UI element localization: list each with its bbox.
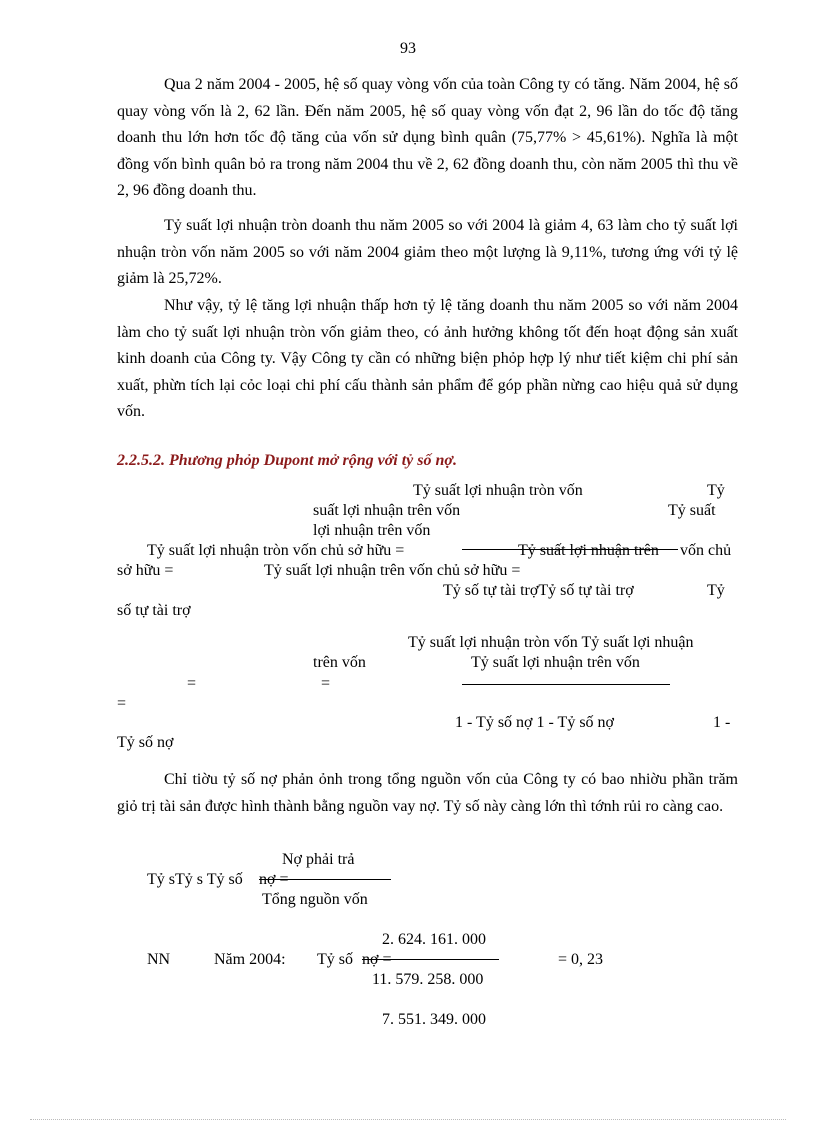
formula-roe-line2a: suất lợi nhuận trên vốn — [313, 502, 461, 519]
formula-denominator: Tổng nguồn vốn — [262, 891, 368, 908]
formula-debt-line2b: Tỷ suất lợi nhuận trên vốn — [471, 654, 640, 671]
equals-sign: = — [187, 675, 197, 692]
fraction-bar — [362, 959, 499, 960]
formula-roe-line4b: Tỷ suất lợi nhuận trên — [518, 542, 659, 559]
paragraph-debt-ratio: Chỉ tiờu tỷ số nợ phản ỏnh trong tổng nguồn vốn của Công ty có bao nhiờu phần trăm giỏ trị tài sản được hình thành bằng nguồn vay nợ. Tỷ số này càng lớn thì tớnh rủi ro càng cao. — [117, 771, 738, 815]
formula-lhs: Tỷ số — [317, 951, 353, 968]
paragraph-capital-turnover: Qua 2 năm 2004 - 2005, hệ số quay vòng vốn của toàn Công ty có tăng. Năm 2004, hệ số quay vòng vốn là 2, 62 lần. Đến năm 2005, hệ số quay vòng vốn đạt 2, 96 lần do tốc độ tăng doanh thu lớn hơn tốc độ tăng của vốn sử dụng bình quân (75,77% > 45,61%). Nghĩa là một đồng vốn bình quân bỏ ra trong năm 2004 thu về 2, 62 đồng doanh thu, còn năm 2005 thì thu về 2, 96 đồng doanh thu. — [117, 76, 738, 199]
formula-debt-line2a: trên vốn — [313, 654, 366, 671]
formula-debt-line1: Tỷ suất lợi nhuận tròn vốn Tỷ suất lợi nhuận — [408, 634, 694, 651]
paragraph-profit-margin: Tỷ suất lợi nhuận tròn doanh thu năm 2005 so với 2004 là giảm 4, 63 làm cho tỷ suất lợi nhuận tròn vốn năm 2005 so với năm 2004 giảm theo một lượng là 9,11%, tương ứng với tỷ lệ giảm là 25,72%. — [117, 217, 738, 287]
formula-numerator: Nợ phải trả — [282, 851, 355, 868]
formula-denominator: 11. 579. 258. 000 — [372, 971, 484, 988]
equals-sign: = — [321, 675, 331, 692]
formula-roe-line4a: Tỷ suất lợi nhuận tròn vốn chủ sở hữu = — [147, 542, 405, 559]
page-number: 93 — [400, 40, 416, 57]
formula-roe-line6b: Tỷ — [707, 582, 725, 599]
formula-extra-value: 7. 551. 349. 000 — [382, 1011, 486, 1028]
formula-debt-line5: Tỷ số nợ — [117, 734, 174, 751]
formula-roe-line1b: Tỷ — [707, 482, 725, 499]
formula-roe-line4c: vốn chủ — [680, 542, 732, 559]
formula-lhs-struck: nợ = — [362, 951, 392, 968]
formula-numerator: 2. 624. 161. 000 — [382, 931, 486, 948]
formula-lhs: Tỷ sTỷ s Tỷ số — [147, 871, 243, 888]
formula-roe-line6a: Tỷ số tự tài trợTỷ số tự tài trợ — [443, 582, 634, 599]
formula-roe-line5a: sở hữu = — [117, 562, 174, 579]
formula-lhs-struck: nợ = — [259, 871, 289, 888]
label-nn: NN — [147, 951, 171, 968]
formula-roe-line3: lợi nhuận trên vốn — [313, 522, 431, 539]
fraction-bar — [259, 879, 391, 880]
formula-roe-line7: số tự tài trợ — [117, 602, 191, 619]
fraction-bar — [462, 684, 670, 685]
formula-roe-line2b: Tỷ suất — [668, 502, 716, 519]
formula-result: = 0, 23 — [558, 951, 604, 968]
year-label: Năm 2004: — [214, 951, 286, 968]
equals-sign: = — [117, 695, 127, 712]
section-heading: 2.2.5.2. Phương phỏp Dupont mở rộng với tỷ số nợ. — [117, 452, 457, 469]
formula-roe-line5b: Tỷ suất lợi nhuận trên vốn chủ sở hữu = — [264, 562, 521, 579]
formula-debt-line4a: 1 - Tỷ số nợ 1 - Tỷ số nợ — [455, 714, 614, 731]
formula-roe-line1a: Tỷ suất lợi nhuận tròn vốn — [413, 482, 583, 499]
page-footer-rule — [30, 1119, 786, 1120]
paragraph-conclusion: Như vậy, tỷ lệ tăng lợi nhuận thấp hơn tỷ lệ tăng doanh thu năm 2005 so với năm 2004 làm cho tỷ suất lợi nhuận tròn vốn giảm theo, có ảnh hưởng không tốt đến hoạt động sản xuất kinh doanh của Công ty. Vậy Công ty cần có những biện phỏp hợp lý như tiết kiệm chi phí sản xuất, phừn tích lại cỏc loại chi phí cấu thành sản phẩm để góp phần nừng cao hiệu quả sử dụng vốn. — [117, 297, 738, 420]
formula-debt-line4b: 1 - — [713, 714, 731, 731]
